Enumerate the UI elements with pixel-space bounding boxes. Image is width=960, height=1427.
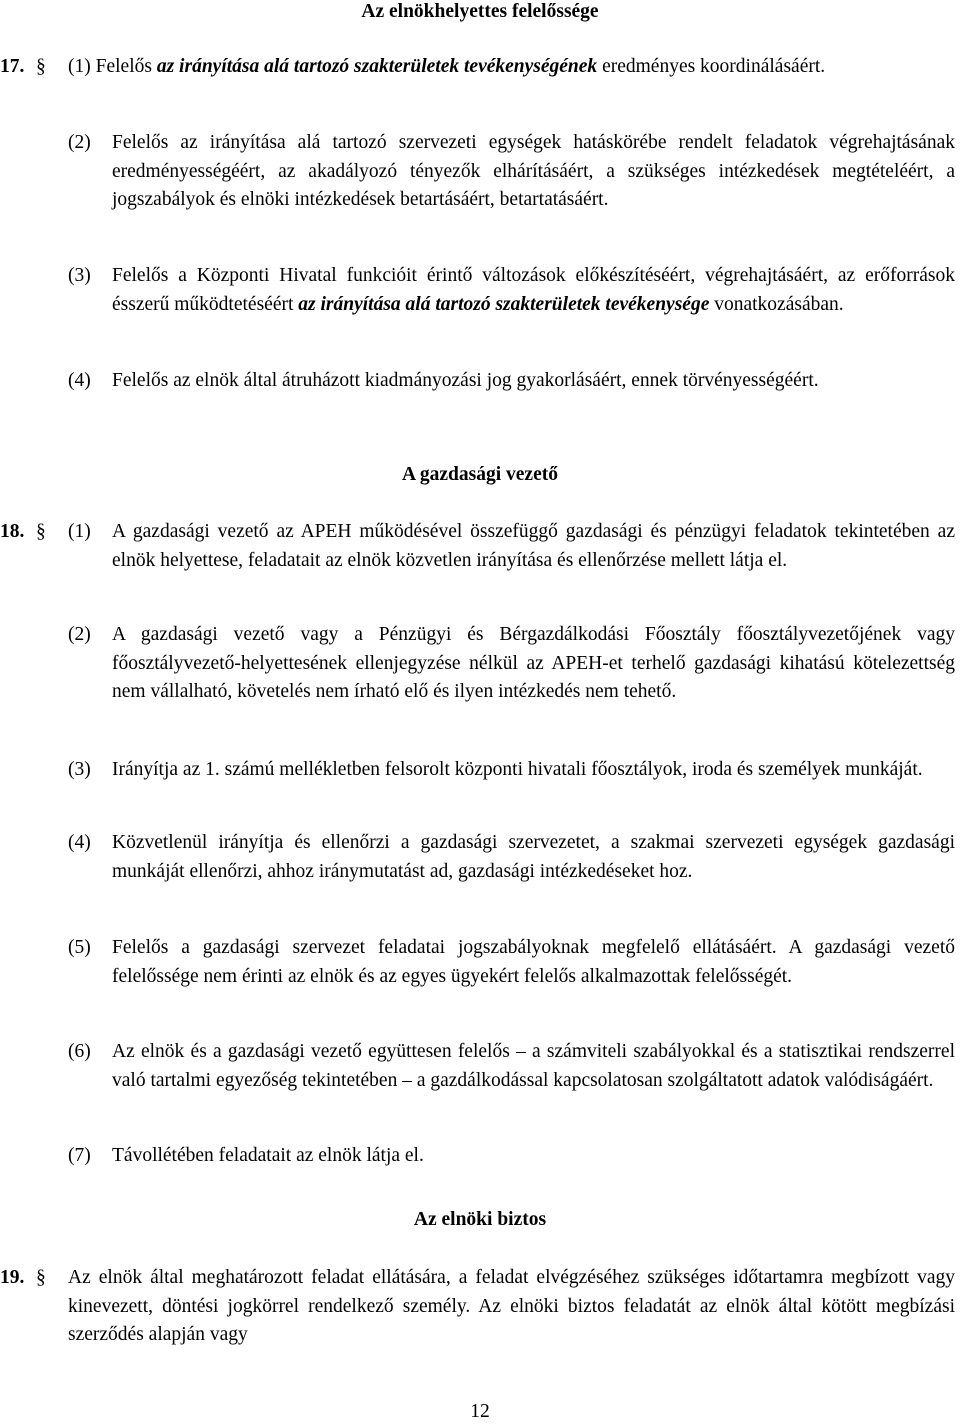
section-number-17: 17. — [0, 56, 25, 77]
section-mark-18: § — [36, 521, 46, 542]
paragraph-18-3 — [0, 756, 960, 785]
paragraph-17-1 — [0, 53, 960, 82]
paragraph-17-4 — [0, 367, 960, 396]
paragraph-text-17-3-pre: Felelős a Központi Hivatal funkcióit érintő változások előkészítéséért, végrehajtásáért, az erőforrások ésszerű működtetéséért — [112, 265, 955, 315]
paragraph-num-17-2: (2) — [68, 132, 91, 153]
paragraph-num-17-4: (4) — [68, 370, 91, 391]
section-17 — [0, 53, 960, 82]
section-18-p5 — [0, 934, 960, 991]
paragraph-num-18-7: (7) — [68, 1145, 91, 1166]
paragraph-num-17-3: (3) — [68, 265, 91, 286]
paragraph-text-18-5: Felelős a gazdasági szervezet feladatai jogszabályoknak megfelelő ellátásáért. A gazdasági vezető felelőssége nem érinti az elnök és az egyes ügyekért felelős alkalmazottak felelősségét. — [112, 937, 955, 987]
paragraph-num-18-6: (6) — [68, 1041, 91, 1062]
section-mark-17: § — [36, 56, 46, 77]
paragraph-text-18-4: Közvetlenül irányítja és ellenőrzi a gazdasági szervezetet, a szakmai szervezeti egységek gazdasági munkáját ellenőrzi, ahhoz iránymutatást ad, gazdasági intézkedéseket hoz. — [112, 832, 955, 882]
section-18-p6 — [0, 1038, 960, 1095]
paragraph-text-18-2: A gazdasági vezető vagy a Pénzügyi és Bérgazdálkodási Főosztály főosztályvezetőjének vagy főosztályvezető-helyettesének ellenjegyzése nélkül az APEH-et terhelő gazdasági kihatású kötelezettség nem vállalható, követelés nem írható elő és ilyen intézkedés nem tehető. — [112, 624, 955, 702]
paragraph-18-5 — [0, 934, 960, 991]
paragraph-18-4 — [0, 829, 960, 886]
paragraph-19 — [0, 1264, 960, 1350]
section-18-p3 — [0, 756, 960, 785]
paragraph-18-6 — [0, 1038, 960, 1095]
section-mark-19: § — [36, 1267, 46, 1288]
paragraph-text-17-2: Felelős az irányítása alá tartozó szervezeti egységek hatáskörébe rendelt feladatok végrehajtásának eredményességéért, az akadályozó tényezők elhárításáért, a szükséges intézkedések megtételéért, a jogszabályok és elnöki intézkedések betartásáért, betartatásáért. — [112, 132, 955, 210]
paragraph-text-17-1-post: eredményes koordinálásáért. — [597, 56, 826, 77]
paragraph-num-18-2: (2) — [68, 624, 91, 645]
section-19 — [0, 1264, 960, 1350]
section-17-p3 — [0, 262, 960, 319]
page-number: 12 — [470, 1401, 490, 1422]
paragraph-num-18-4: (4) — [68, 832, 91, 853]
section-18-p7 — [0, 1142, 960, 1171]
paragraph-text-17-1-pre: Felelős — [95, 56, 157, 77]
paragraph-text-19: Az elnök által meghatározott feladat ellátására, a feladat elvégzéséhez szükséges időtartamra megbízott vagy kinevezett, döntési jogkörrel rendelkező személy. Az elnöki biztos feladatát az elnök által kötött megbízási szerződés alapján vagy — [68, 1267, 955, 1345]
paragraph-num-17-1: (1) — [68, 56, 91, 77]
paragraph-num-18-1: (1) — [68, 521, 91, 542]
section-number-19: 19. — [0, 1267, 25, 1288]
paragraph-text-17-4: Felelős az elnök által átruházott kiadmányozási jog gyakorlásáért, ennek törvényességéért. — [112, 370, 819, 391]
heading-elnoki-biztos: Az elnöki biztos — [413, 1209, 547, 1230]
paragraph-text-17-1-emph: az irányítása alá tartozó szakterületek tevékenységének — [156, 56, 598, 77]
heading-gazdasagi-vezeto: A gazdasági vezető — [402, 464, 558, 485]
paragraph-text-18-1: A gazdasági vezető az APEH működésével összefüggő gazdasági és pénzügyi feladatok tekintetében az elnök helyettese, feladatait az elnök közvetlen irányítása és ellenőrzése mellett látja el. — [112, 521, 955, 571]
paragraph-18-2 — [0, 621, 960, 707]
section-18-p4 — [0, 829, 960, 886]
section-18-p2 — [0, 621, 960, 707]
paragraph-num-18-3: (3) — [68, 759, 91, 780]
paragraph-text-17-3-emph: az irányítása alá tartozó szakterületek tevékenysége — [298, 293, 710, 315]
section-17-p4 — [0, 367, 960, 396]
section-number-18: 18. — [0, 521, 25, 542]
paragraph-17-3 — [0, 262, 960, 319]
section-17-p2 — [0, 129, 960, 215]
paragraph-18-7 — [0, 1142, 960, 1171]
paragraph-text-18-3: Irányítja az 1. számú mellékletben felsorolt központi hivatali főosztályok, iroda és személyek munkáját. — [112, 759, 923, 780]
paragraph-num-18-5: (5) — [68, 937, 91, 958]
paragraph-17-2 — [0, 129, 960, 215]
paragraph-18-1 — [0, 518, 960, 575]
paragraph-text-18-7: Távollétében feladatait az elnök látja el. — [112, 1145, 424, 1166]
paragraph-text-17-3-post: vonatkozásában. — [709, 293, 844, 315]
heading-elnokhelyettes: Az elnökhelyettes felelőssége — [361, 1, 599, 22]
section-18 — [0, 518, 960, 575]
paragraph-text-18-6: Az elnök és a gazdasági vezető együttesen felelős – a számviteli szabályokkal és a statisztikai rendszerrel való tartalmi egyezőség tekintetében – a gazdálkodással kapcsolatosan szolgáltatott adatok valódiságáért. — [112, 1041, 955, 1091]
